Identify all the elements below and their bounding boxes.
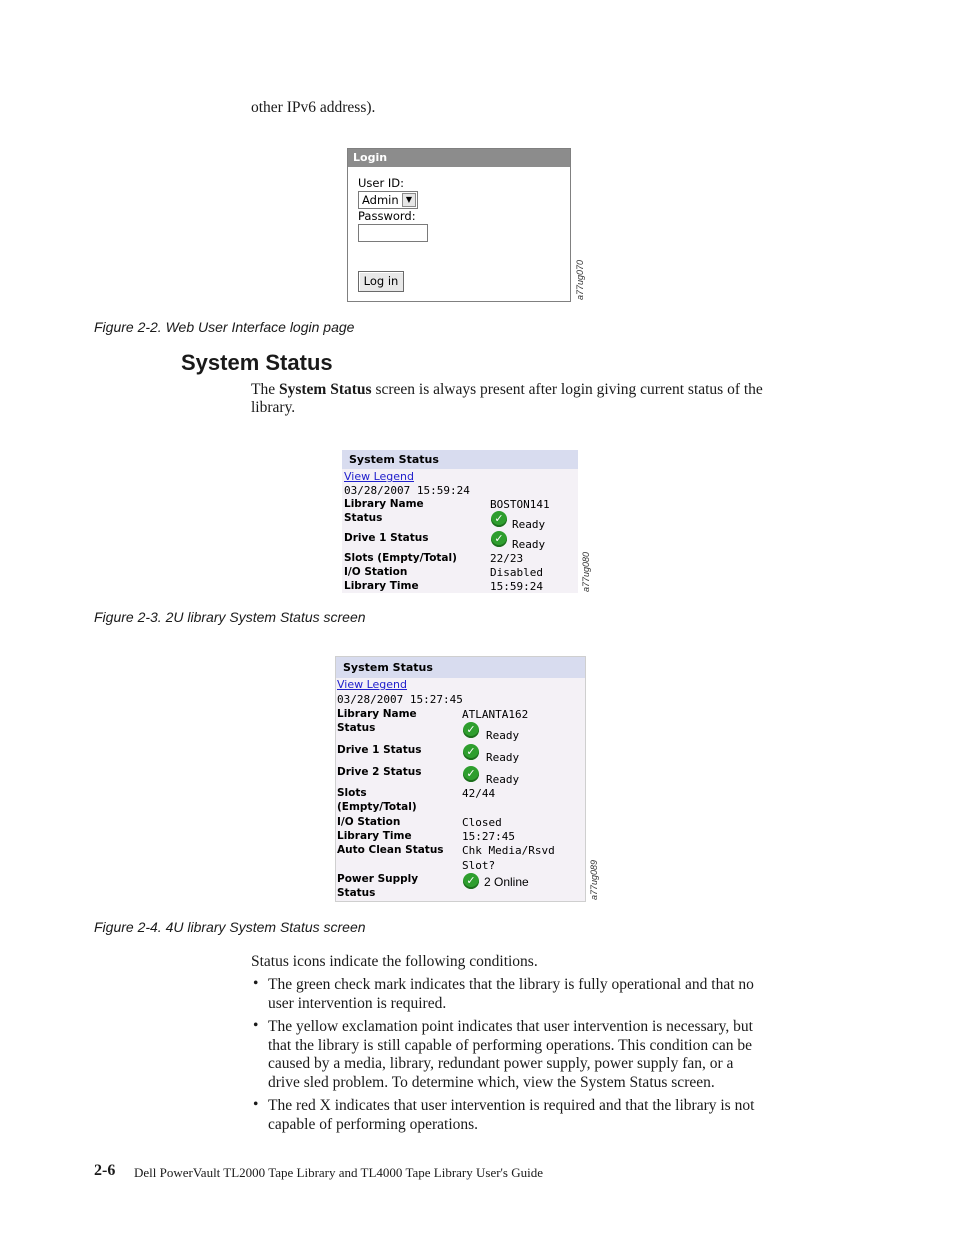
user-id-label: User ID: [358, 176, 404, 190]
label-library-time: Library Time [337, 830, 412, 842]
bullet-3-line-2: capable of performing operations. [268, 1116, 479, 1133]
bullet-1-line-1: The green check mark indicates that the library is fully operational and that no [268, 976, 754, 993]
label-slots-line2: (Empty/Total) [337, 801, 417, 813]
green-check-icon: ✓ [491, 531, 507, 547]
user-id-value: Admin [362, 193, 399, 207]
label-drive-2-status: Drive 2 Status [337, 766, 422, 778]
value-io-station: Disabled [490, 566, 543, 579]
bullet-2-line-3: caused by a media, library, redundant power supply, power supply fan, or a [268, 1055, 734, 1072]
para-text-post: screen is always present after login giving current status of the [371, 381, 763, 398]
bullet-3-line-1: The red X indicates that user intervention is required and that the library is not [268, 1097, 755, 1114]
value-library-time: 15:59:24 [490, 580, 543, 593]
figure-2-2-caption: Figure 2-2. Web User Interface login page [94, 319, 355, 335]
dropdown-arrow-icon[interactable]: ▼ [402, 193, 416, 207]
green-check-icon: ✓ [463, 766, 479, 782]
label-library-name: Library Name [337, 708, 417, 720]
para-text-bold: System Status [278, 381, 372, 398]
label-drive-1-status: Drive 1 Status [337, 744, 422, 756]
label-power-supply: Power Supply [337, 873, 419, 885]
value-status: Ready [512, 518, 546, 531]
login-button[interactable]: Log in [358, 271, 404, 292]
view-legend-link-2u[interactable]: View Legend [344, 470, 415, 483]
label-status: Status [344, 512, 383, 524]
label-io-station: I/O Station [344, 566, 408, 578]
value-status: Ready [486, 729, 520, 742]
datetime-4u: 03/28/2007 15:27:45 [337, 693, 463, 706]
user-id-select[interactable] [358, 191, 418, 209]
value-slots: 22/23 [490, 552, 524, 565]
status-panel-2u [342, 450, 578, 593]
figure-2-3-caption: Figure 2-3. 2U library System Status screen [94, 609, 366, 625]
label-power-supply-line2: Status [337, 887, 376, 899]
view-legend-link-4u[interactable]: View Legend [337, 678, 408, 691]
bullet-marker: • [253, 1017, 259, 1034]
label-library-name: Library Name [344, 498, 424, 510]
value-power-supply: 2 Online [484, 875, 529, 889]
page-number: 2-6 [94, 1162, 116, 1179]
green-check-icon: ✓ [463, 744, 479, 760]
login-panel [347, 148, 571, 302]
green-check-icon: ✓ [491, 511, 507, 527]
para-text-pre: The [251, 381, 279, 398]
bullet-1-line-2: user intervention is required. [268, 995, 447, 1012]
label-drive-1-status: Drive 1 Status [344, 532, 429, 544]
status-2u-title: System Status [342, 450, 578, 469]
bullet-marker: • [253, 1096, 259, 1113]
value-drive-2-status: Ready [486, 773, 520, 786]
password-field[interactable] [358, 224, 428, 242]
password-label: Password: [358, 209, 416, 223]
value-slots: 42/44 [462, 787, 496, 800]
bullet-marker: • [253, 975, 259, 992]
login-title-bar: Login [348, 149, 570, 167]
green-check-icon: ✓ [463, 873, 479, 889]
label-status: Status [337, 722, 376, 734]
bullet-2-line-2: that the library is still capable of performing operations. This condition can be [268, 1037, 752, 1054]
section-heading: System Status [181, 350, 333, 375]
section-paragraph-line2: library. [251, 399, 296, 416]
value-library-time: 15:27:45 [462, 830, 515, 843]
bullet-2-line-1: The yellow exclamation point indicates that user intervention is necessary, but [268, 1018, 753, 1035]
figure-2-4-caption: Figure 2-4. 4U library System Status screen [94, 919, 366, 935]
green-check-icon: ✓ [463, 722, 479, 738]
label-slots: Slots (Empty/Total) [344, 552, 457, 564]
value-drive-1-status: Ready [512, 538, 546, 551]
datetime-2u: 03/28/2007 15:59:24 [344, 484, 470, 497]
value-library-name: ATLANTA162 [462, 708, 529, 721]
figure-id-4u: a77ug089 [589, 859, 599, 900]
value-library-name: BOSTON141 [490, 498, 550, 511]
figure-id-2u: a77ug080 [581, 551, 591, 592]
figure-id-login: a77ug070 [575, 259, 585, 300]
bullet-2-line-4: drive sled problem. To determine which, view the System Status screen. [268, 1074, 715, 1091]
value-drive-1-status: Ready [486, 751, 520, 764]
label-slots: Slots [337, 787, 367, 799]
value-auto-clean-status: Chk Media/Rsvd [462, 844, 555, 857]
status-panel-4u [335, 656, 586, 902]
conditions-intro: Status icons indicate the following conditions. [251, 953, 538, 970]
section-paragraph [251, 380, 851, 399]
footer-title: Dell PowerVault TL2000 Tape Library and TL4000 Tape Library User's Guide [134, 1165, 543, 1180]
label-io-station: I/O Station [337, 816, 401, 828]
label-library-time: Library Time [344, 580, 419, 592]
value-auto-clean-status-line2: Slot? [462, 859, 496, 872]
intro-text: other IPv6 address). [251, 99, 376, 116]
label-auto-clean-status: Auto Clean Status [337, 844, 444, 856]
status-4u-title: System Status [336, 657, 585, 678]
value-io-station: Closed [462, 816, 502, 829]
